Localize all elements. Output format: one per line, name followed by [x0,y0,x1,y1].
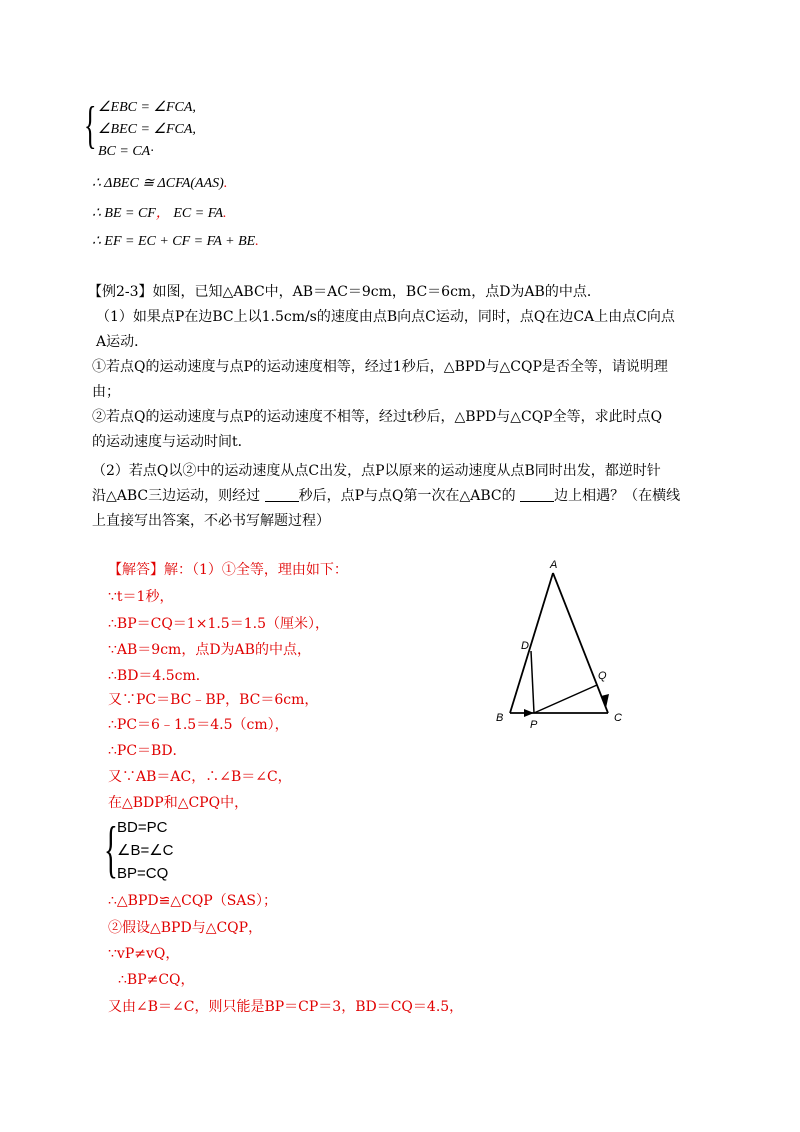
top-result-2 [92,204,227,224]
part2-text-c: 边上相遇？（在横线 [554,488,681,504]
conditions-brace: { [104,813,118,884]
triangle-figure [480,548,640,738]
answer-line-14: ∴BP≠CQ， [118,972,195,988]
red-dot: . [223,176,228,191]
red-comma: ， [155,206,170,221]
top-system-line-2: ∠BEC = ∠FCA, [98,122,196,137]
label-d: D [521,640,529,652]
condition-3: BP=CQ [117,865,169,882]
red-dot: . [223,206,227,221]
condition-2: ∠B=∠C [117,842,174,859]
answer-line-7: ∴PC＝6﹣1.5＝4.5（cm）， [108,717,289,733]
part1a-line2: 由； [92,384,120,400]
ec-fa: EC = FA [173,206,223,221]
part2-line3: 上直接写出答案，不必书写解题过程） [92,513,330,529]
answer-line-13: ∵vP≠vQ， [108,946,180,962]
congruence-statement: ∴ ΔBEC ≅ ΔCFA(AAS) [92,176,224,191]
example-heading [88,282,601,302]
answer-line-10: 在△BDP和△CPQ中， [108,795,249,811]
answer-blank-side[interactable] [520,487,554,502]
side-ab [510,573,553,713]
answer-line-2: ∵t＝1秒， [108,589,174,605]
part1-line1: （1）如果点P在边BC上以1.5cm/s的速度由点B向点C运动，同时，点Q在边CA上由点C向点 [96,309,675,325]
part2-text-a: 沿△ABC三边运动，则经过 [92,488,261,504]
condition-1: BD=PC [117,819,168,836]
part2-line2 [92,486,680,506]
part2-line1: （2）若点Q以②中的运动速度从点C出发，点P以原来的运动速度从点B同时出发，都逆时针 [92,463,661,479]
answer-line-15: 又由∠B＝∠C，则只能是BP＝CP＝3，BD＝CQ＝4.5， [108,999,464,1015]
answer-line-9: 又∵AB＝AC，∴∠B＝∠C， [108,769,292,785]
top-result-1 [92,174,227,194]
answer-line-5: ∴BD＝4.5cm． [108,668,210,684]
segment-dp [531,651,534,713]
answer-line-11: ∴△BPD≌△CQP（SAS）； [108,893,278,909]
label-p: P [530,719,538,731]
part1-line2: A运动． [96,334,149,350]
red-dot: . [255,234,259,249]
top-system-brace: { [84,97,97,154]
part1a-line1: ①若点Q的运动速度与点P的运动速度相等，经过1秒后，△BPD与△CQP是否全等，请说明理 [92,359,668,375]
answer-line-1: 【解答】解：（1）①全等，理由如下： [108,562,348,578]
answer-line-3: ∴BP＝CQ＝1×1.5＝1.5（厘米）， [108,616,329,632]
ef-sum: ∴ EF = EC + CF = FA + BE [92,234,256,249]
top-result-3 [92,232,259,252]
label-b: B [496,712,504,724]
part1b-line2: 的运动速度与运动时间t． [92,434,252,450]
answer-line-4: ∵AB＝9cm，点D为AB的中点， [108,642,311,658]
answer-line-8: ∴PC＝BD． [108,743,187,759]
top-system-line-3: BC = CA· [98,144,154,159]
be-cf: ∴ BE = CF [92,206,156,221]
part2-text-b: 秒后，点P与点Q第一次在△ABC的 [298,488,516,504]
segment-pq [534,685,597,713]
label-q: Q [598,670,607,682]
top-system-line-1: ∠EBC = ∠FCA, [98,100,196,115]
answer-line-6: 又∵PC＝BC﹣BP，BC＝6cm， [108,692,319,708]
part1b-line1: ②若点Q的运动速度与点P的运动速度不相等，经过t秒后，△BPD与△CQP全等，求此时点Q [92,409,663,425]
label-c: C [614,712,622,724]
answer-blank-seconds[interactable] [265,487,299,502]
example-tag: 【例2-3】 [88,284,153,300]
arrow-b-to-p [524,709,534,717]
example-intro: 如图，已知△ABC中，AB＝AC＝9cm，BC＝6cm，点D为AB的中点． [152,284,601,300]
label-a: A [550,559,558,571]
answer-line-12: ②假设△BPD与△CQP， [108,920,263,936]
